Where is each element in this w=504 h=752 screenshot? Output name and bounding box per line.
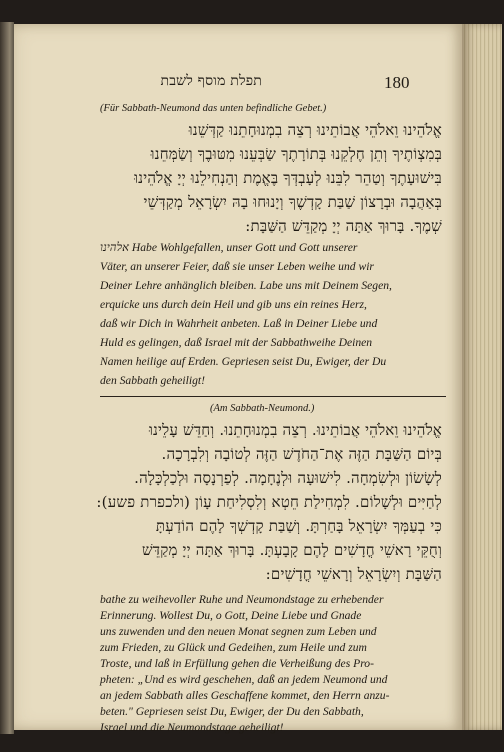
hebrew-line: בְּאַהֲבָה וּבְרָצוֹן שַׁבַּת קָדְשֶׁךָ וְיָנוּחוּ בָהּ יִשְׂרָאֵל מְקַדְּשֵׁי <box>143 193 442 211</box>
german-line: Israel und die Neumondstage geheiligt! <box>100 721 284 734</box>
running-header-title: תפלת מוסף לשבת <box>160 73 262 89</box>
hebrew-line: לְשָׂשׂוֹן וּלְשִׂמְחָה. לִישׁוּעָה וּלְנֶחָמָה. לְפַרְנָסָה וּלְכַלְכָּלָה. <box>134 469 442 487</box>
german-line: erquicke uns durch dein Heil und gib uns ein reines Herz, <box>100 298 367 311</box>
hebrew-line: בְּמִצְוֹתֶיךָ וְתֵן חֶלְקֵנוּ בְּתוֹרָתֶךָ שַׂבְּעֵנוּ מִטּוּבֶךָ וְשַׂמְּחֵנוּ <box>150 145 442 163</box>
german-line: Väter, an unserer Feier, daß sie unser Leben weihe und wir <box>100 260 374 273</box>
german-line: Huld es gelingen, daß Israel mit der Sabbathweihe Deinen <box>100 336 373 349</box>
book-page <box>14 24 462 734</box>
book-spine-edge <box>0 22 14 734</box>
german-line: beten." Gepriesen seist Du, Ewiger, der Du den Sabbath, <box>100 705 364 718</box>
page-fore-edge <box>462 24 502 730</box>
hebrew-line: כִּי בְעַמְּךָ יִשְׂרָאֵל בָּחַרְתָּ. וְשַׁבַּת קָדְשְׁךָ לָהֶם הוֹדַעְתָּ <box>155 517 442 535</box>
section1-note: (Für Sabbath-Neumond das unten befindliche Gebet.) <box>100 103 327 114</box>
hebrew-line: לְחַיִּים וּלְשָׁלוֹם. לִמְחִילַת חֵטְא וְלִסְלִיחַת עָוֹן (ולכפרת פשע): <box>96 493 442 511</box>
hebrew-line: וְחֻקֵּי רָאשֵׁי חֳדָשִׁים לָהֶם קָבָעְתָּ. בָּרוּךְ אַתָּה יְיָ מְקַדֵּשׁ <box>141 541 442 559</box>
german-line: an jedem Sabbath alles Geschaffene kommet, den Herrn anzu- <box>100 689 390 702</box>
page-number: 180 <box>384 73 410 92</box>
hebrew-line: בִּישׁוּעָתֶךָ וְטַהֵר לִבֵּנוּ לְעָבְדְּךָ בֶּאֱמֶת וְהַנְחִילֵנוּ יְיָ אֱלֹהֵינוּ <box>134 169 442 187</box>
hebrew-line: שְׁמֶךָ. בָּרוּךְ אַתָּה יְיָ מְקַדֵּשׁ הַשַּׁבָּת: <box>245 217 442 235</box>
german-line: daß wir Dich in Wahrheit anbeten. Laß in Deiner Liebe und <box>100 317 378 330</box>
german-line: pheten: „Und es wird geschehen, daß an jedem Neumond und <box>100 673 388 686</box>
hebrew-line: אֱלֹהֵינוּ וֵאלֹהֵי אֲבוֹתֵינוּ רְצֵה בִמְנוּחָתֵנוּ קַדְּשֵׁנוּ <box>188 121 442 139</box>
german-line: אלהינו Habe Wohlgefallen, unser Gott und Gott unserer <box>100 241 358 254</box>
hebrew-line: אֱלֹהֵינוּ וֵאלֹהֵי אֲבוֹתֵינוּ. רְצֵה בִמְנוּחָתֵנוּ. וְחַדֵּשׁ עָלֵינוּ <box>148 421 442 439</box>
hebrew-line: הַשַּׁבָּת וְיִשְׂרָאֵל וְרָאשֵׁי חֳדָשִׁים: <box>265 565 442 583</box>
section2-note: (Am Sabbath-Neumond.) <box>210 403 315 414</box>
german-line: Namen heilige auf Erden. Gepriesen seist Du, Ewiger, der Du <box>100 355 387 368</box>
german-line: Troste, und laß in Erfüllung gehen die Verheißung des Pro- <box>100 657 374 670</box>
german-line: den Sabbath geheiligt! <box>100 374 205 387</box>
german-line: bathe zu weihevoller Ruhe und Neumondstage zu erhebender <box>100 593 384 606</box>
hebrew-line: בְּיוֹם הַשַּׁבָּת הַזֶּה אֶת־הַחֹדֶשׁ הַזֶּה לְטוֹבָה וְלִבְרָכָה. <box>161 445 442 463</box>
german-line: Erinnerung. Wollest Du, o Gott, Deine Liebe und Gnade <box>100 609 362 622</box>
german-line: zum Frieden, zu Glück und Gedeihen, zum Heile und zum <box>100 641 367 654</box>
german-line: uns zuwenden und den neuen Monat segnen zum Leben und <box>100 625 377 638</box>
german-line: Deiner Lehre anhänglich bleiben. Labe uns mit Deinem Segen, <box>100 279 392 292</box>
section-divider <box>100 396 446 397</box>
